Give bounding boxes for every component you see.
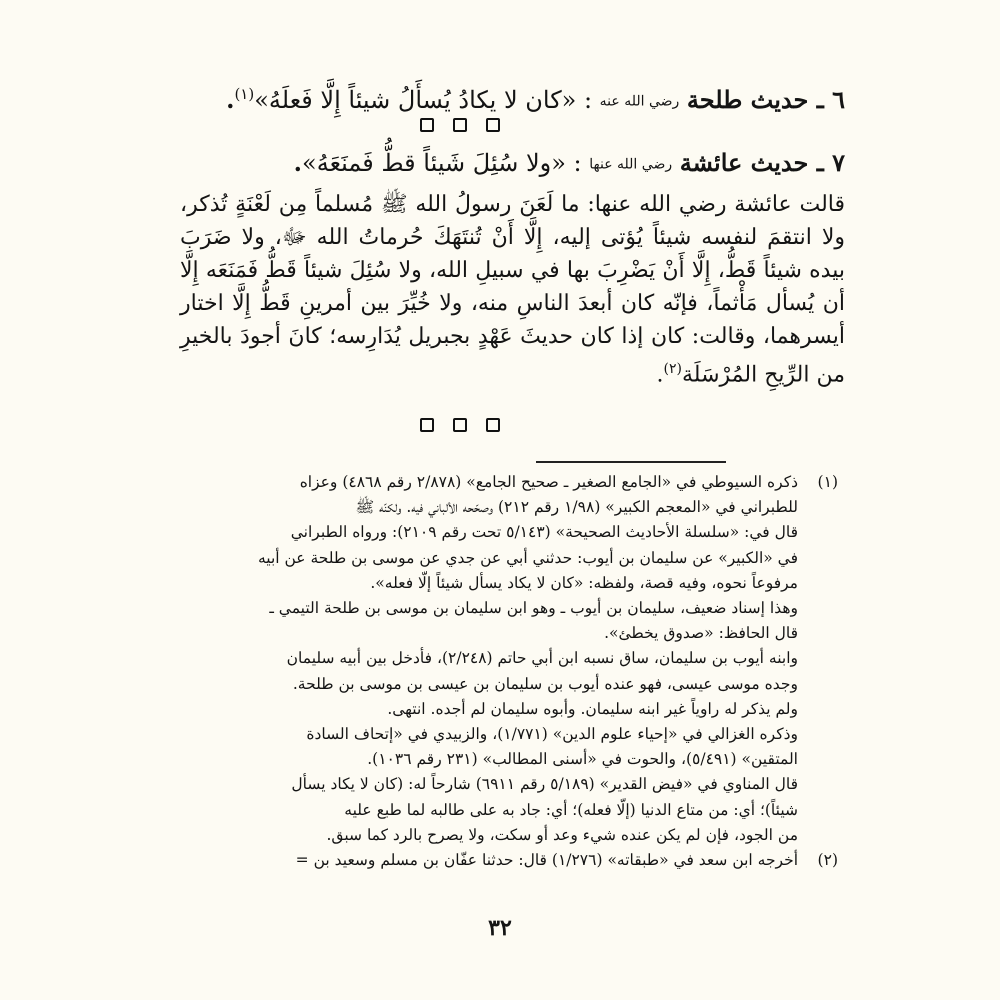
hadith-6-footnote-ref: (١) xyxy=(234,85,255,103)
narration-footnote-ref: (٢) xyxy=(663,361,683,377)
footnote-line: أخرجه ابن سعد في «طبقاته» (١/٢٧٦) قال: حدثنا عفّان بن مسلم وسعيد بن = xyxy=(295,851,798,870)
page-number: ٣٢ xyxy=(488,915,512,941)
hadith-6-end-mark: . xyxy=(226,85,235,114)
footnote-line: من الجود، فإن لم يكن عنده شيء وعد أو سكت، ولا يصرح بالرد كما سبق. xyxy=(326,825,798,844)
hadith-6-heading xyxy=(180,74,845,122)
separator-square-icon xyxy=(486,118,500,132)
aisha-narration xyxy=(180,188,845,391)
narration-end-mark: . xyxy=(656,362,664,388)
separator-square-icon xyxy=(486,418,500,432)
separator-square-icon xyxy=(420,418,434,432)
footnote-line: وابنه أيوب بن سليمان، ساق نسبه ابن أبي حاتم (٢/٢٤٨)، فأدخل بين أبيه سليمان xyxy=(286,649,798,668)
separator-square-icon xyxy=(453,118,467,132)
separator-square-icon xyxy=(453,418,467,432)
hadith-7-label: ٧ ـ حديث عائشة xyxy=(679,148,845,177)
footnote-line: قال في: «سلسلة الأحاديث الصحيحة» (٥/١٤٣ تحت رقم ٢١٠٩): ورواه الطبراني xyxy=(290,523,798,542)
footnote-line: وذكره الغزالي في «إحياء علوم الدين» (١/٧٧١)، والزبيدي في «إتحاف السادة xyxy=(306,725,798,744)
hadith-6-honorific: رضي الله عنه xyxy=(599,93,680,110)
footnote-line: للطبراني في «المعجم الكبير» (١/٩٨ رقم ٢١٢) وصحّحه الألباني فيه. ولكنّه ﷺ xyxy=(355,498,798,517)
narration-text: قالت عائشة رضي الله عنها: ما لَعَنَ رسولُ الله ﷺ مُسلماً مِن لَعْنَةٍ تُذكر، ولا انتقمَ لنفسه شيئاً يُؤتى إليه، إِلَّا أَنْ تُنتَهَكَ حُرماتُ الله ﷻ، ولا ضَرَبَ بيده شيئاً قَطُّ، إِلَّا أَنْ يَضْرِبَ بها في سبيلِ الله، ولا سُئِلَ شيئاً قَطُّ فَمَنَعَه إِلَّا أن يُسأل مَأْثماً، فإنّه كان أبعدَ الناسِ منه، ولا خُيِّرَ بين أمرينِ قَطُّ إِلَّا اختار أيسرهما، وقالت: كان إذا كان حديثَ عَهْدٍ بجبريل يُدَارِسه؛ كانَ أجودَ بالخيرِ من الرِّيحِ المُرْسَلَة xyxy=(180,192,845,388)
section-separator-1 xyxy=(420,118,500,134)
footnote-line: ولم يذكر له راوياً غير ابنه سليمان. وأبوه سليمان لم أجده. انتهى. xyxy=(387,699,798,718)
footnote-2-body xyxy=(175,848,798,873)
footnote-2-number: (٢) xyxy=(817,851,838,870)
hadith-7-honorific: رضي الله عنها xyxy=(589,156,673,173)
footnote-divider xyxy=(536,461,726,463)
footnote-line: شيئاً)؛ أي: من متاع الدنيا (إلّا فعله)؛ أي: جاد به على طالبه لما طبع عليه xyxy=(344,800,798,819)
hadith-7-quote: : «ولا سُئِلَ شَيئاً قطُّ فَمنَعَهُ» xyxy=(302,149,582,177)
hadith-7-heading xyxy=(180,143,845,185)
footnotes xyxy=(175,470,838,873)
hadith-6-label: ٦ ـ حديث طلحة xyxy=(686,85,845,114)
footnote-line: المتقين» (٥/٤٩١)، والحوت في «أسنى المطالب» (٢٣١ رقم ١٠٣٦). xyxy=(367,750,798,769)
footnote-1-body xyxy=(175,470,798,848)
footnote-line: وهذا إسناد ضعيف، سليمان بن أيوب ـ وهو ابن سليمان بن موسى بن طلحة التيمي ـ xyxy=(269,599,798,618)
footnote-line: ذكره السيوطي في «الجامع الصغير ـ صحيح الجامع» (٢/٨٧٨ رقم ٤٨٦٨) وعزاه xyxy=(299,473,798,491)
footnote-line: مرفوعاً نحوه، وفيه قصة، ولفظه: «كان لا يكاد يسأل شيئاً إلّا فعله». xyxy=(370,573,798,592)
footnote-line: قال المناوي في «فيض القدير» (٥/١٨٩ رقم ٦٩١١) شارحاً له: (كان لا يكاد يسأل xyxy=(291,775,798,794)
footnote-2 xyxy=(175,848,838,873)
section-separator-2 xyxy=(420,418,500,434)
footnote-1-number: (١) xyxy=(817,473,838,491)
footnote-1 xyxy=(175,470,838,848)
footnote-line: قال الحافظ: «صدوق يخطئ». xyxy=(604,624,798,643)
footnote-line: في «الكبير» عن سليمان بن أيوب: حدثني أبي عن جدي عن موسى بن طلحة عن أبيه xyxy=(257,548,798,567)
hadith-7-end-mark: . xyxy=(293,148,303,177)
footnote-line: وجده موسى عيسى، فهو عنده أيوب بن سليمان بن عيسى بن موسى بن طلحة. xyxy=(292,674,798,693)
separator-square-icon xyxy=(420,118,434,132)
hadith-6-quote: : «كان لا يكادُ يُسأَلُ شيئاً إِلَّا فَعلَهُ» xyxy=(254,86,593,114)
